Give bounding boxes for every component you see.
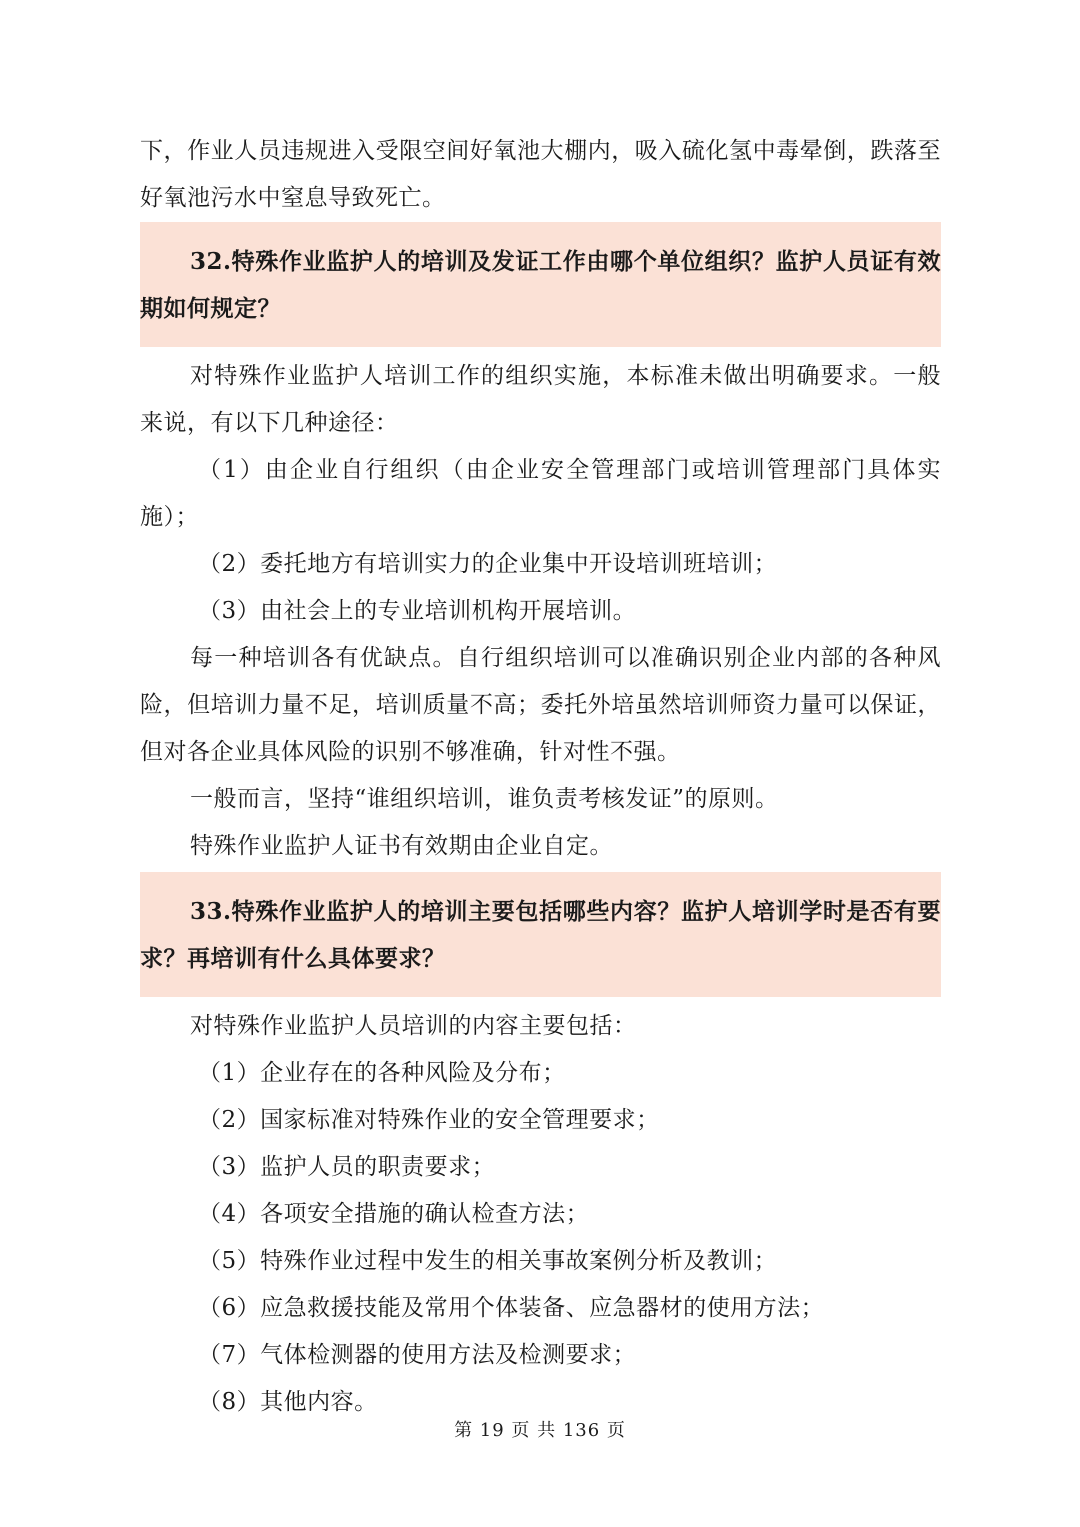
q32-item-3: （3）由社会上的专业培训机构开展培训。 xyxy=(198,598,637,624)
question-33-title: 33.特殊作业监护人的培训主要包括哪些内容？监护人培训学时是否有要求？再培训有什么具体要求？ xyxy=(140,898,941,972)
q32-intro: 对特殊作业监护人培训工作的组织实施，本标准未做出明确要求。一般来说，有以下几种途径： xyxy=(140,363,941,436)
question-32-box xyxy=(140,222,941,347)
q32-paragraph-3: 特殊作业监护人证书有效期由企业自定。 xyxy=(190,833,613,859)
question-32-title: 32.特殊作业监护人的培训及发证工作由哪个单位组织？监护人员证有效期如何规定？ xyxy=(140,248,941,322)
q33-item-1: （1）企业存在的各种风险及分布； xyxy=(198,1060,566,1086)
q32-item-1: （1）由企业自行组织（由企业安全管理部门或培训管理部门具体实施）； xyxy=(140,457,941,530)
q33-item-7: （7）气体检测器的使用方法及检测要求； xyxy=(198,1342,637,1368)
q33-item-5: （5）特殊作业过程中发生的相关事故案例分析及教训； xyxy=(198,1248,778,1274)
document-body xyxy=(140,128,941,1426)
continued-paragraph: 下，作业人员违规进入受限空间好氧池大棚内，吸入硫化氢中毒晕倒，跌落至好氧池污水中窒息导致死亡。 xyxy=(140,138,941,211)
q33-item-3: （3）监护人员的职责要求； xyxy=(198,1154,496,1180)
page-footer: 第 19 页 共 136 页 xyxy=(454,1420,626,1441)
q33-intro: 对特殊作业监护人员培训的内容主要包括： xyxy=(190,1013,637,1039)
question-33-box xyxy=(140,872,941,997)
q33-item-2: （2）国家标准对特殊作业的安全管理要求； xyxy=(198,1107,660,1133)
q32-paragraph-2: 一般而言，坚持“谁组织培训，谁负责考核发证”的原则。 xyxy=(190,786,779,812)
q33-item-4: （4）各项安全措施的确认检查方法； xyxy=(198,1201,590,1227)
q32-item-2: （2）委托地方有培训实力的企业集中开设培训班培训； xyxy=(198,551,778,577)
q33-item-8: （8）其他内容。 xyxy=(198,1389,378,1415)
q33-item-6: （6）应急救援技能及常用个体装备、应急器材的使用方法； xyxy=(198,1295,825,1321)
q32-paragraph-1: 每一种培训各有优缺点。自行组织培训可以准确识别企业内部的各种风险，但培训力量不足，培训质量不高；委托外培虽然培训师资力量可以保证，但对各企业具体风险的识别不够准确，针对性不强。 xyxy=(140,645,941,765)
